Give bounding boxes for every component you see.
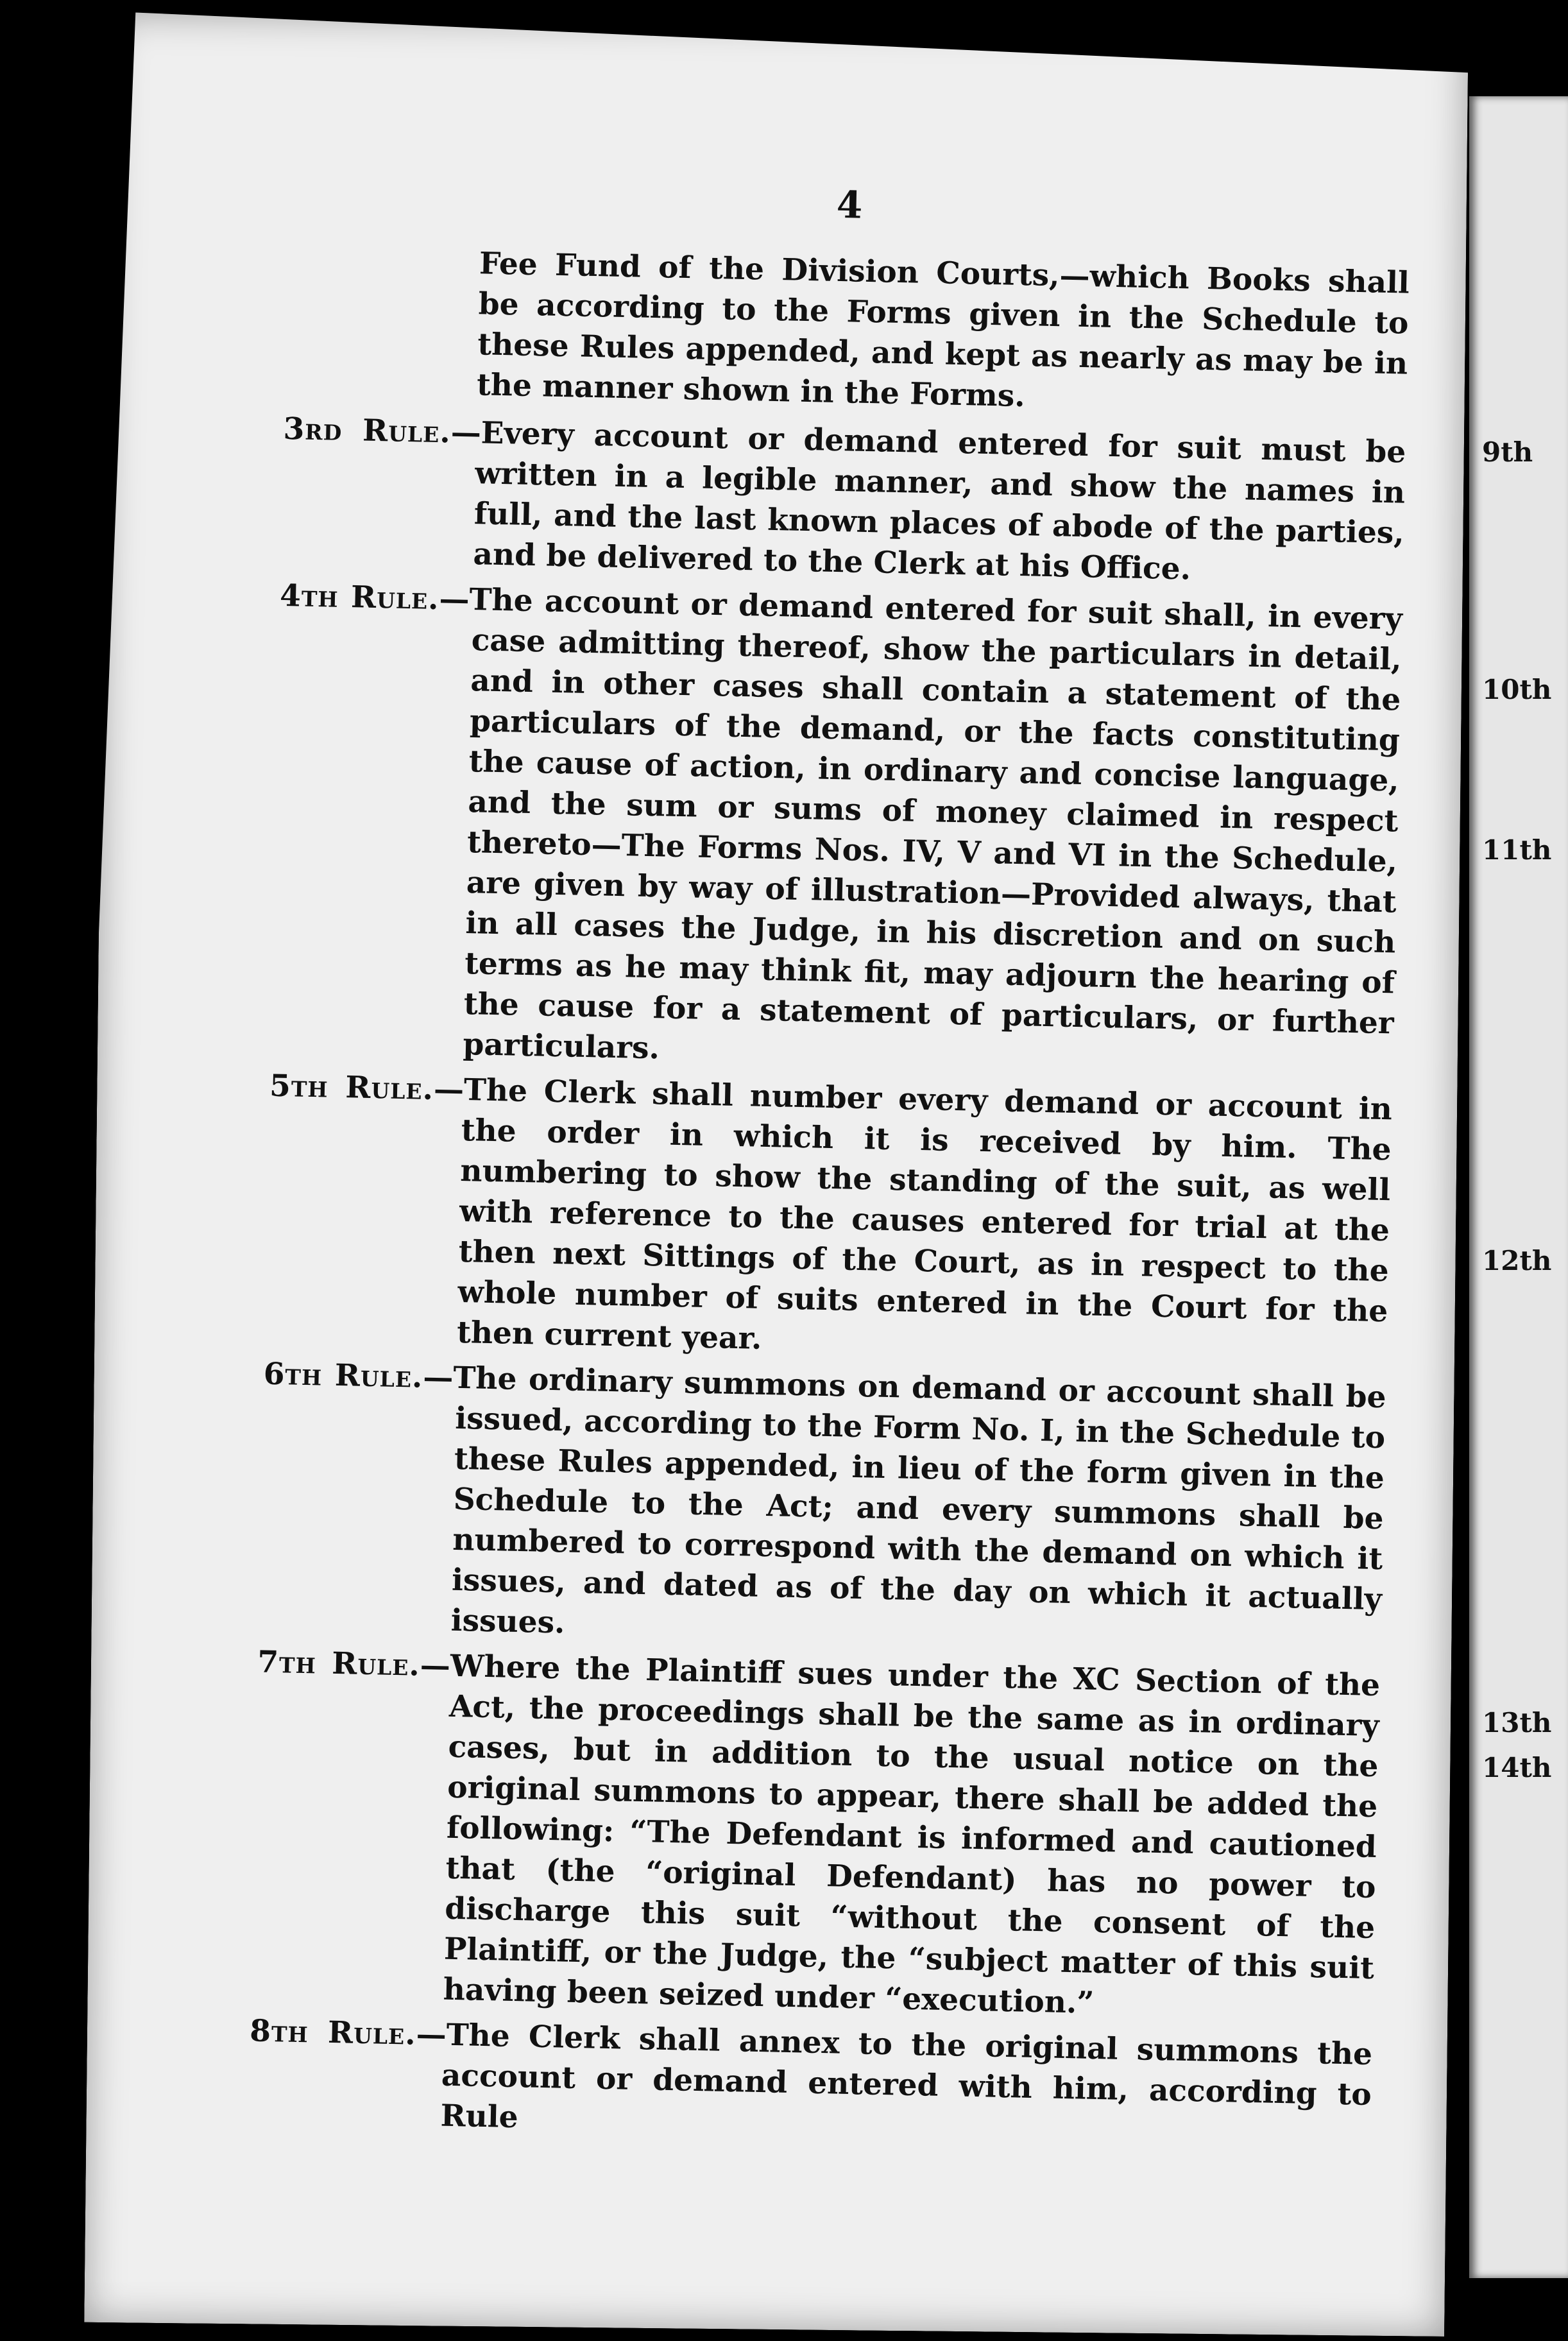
- rule-label: 8th Rule.: [249, 2013, 417, 2052]
- rule-4-paragraph: [270, 576, 1402, 1084]
- rule-label: 4th Rule.: [279, 578, 440, 617]
- adjacent-page-edge: [1469, 96, 1568, 2278]
- adjacent-rule-fragment: 10th: [1482, 674, 1552, 705]
- paragraph-continuation: [284, 239, 1410, 425]
- paragraph-text: —Where the Plaintiff sues under the XC Section of the Act, the proceedings shall be the same as in ordinary cases, but in addition to the usual notice on the original summons to appear, there shall be added the following: “The Defendant is informed and cautioned that (the “original Defendant) has no power to discharge this suit “without the consent of the Plaintiff, or the Judge, the “subject matter of this suit having been seized under “execution.”: [420, 1647, 1381, 2021]
- adjacent-rule-fragment: 11th: [1482, 834, 1552, 866]
- rule-5-paragraph: [264, 1066, 1393, 1373]
- page-number: 4: [836, 182, 864, 227]
- rule-7-paragraph: [250, 1642, 1380, 2029]
- paragraph-text: —The ordinary summons on demand or account shall be issued, according to the Form No. I, in the Schedule to these Rules appended, in lieu of the form given in the Schedule to the Act; and every summons shall be numbered to correspond with the demand on which it issues, and dated as of the day on which it actually issues.: [422, 1359, 1386, 1641]
- adjacent-rule-fragment: 12th: [1482, 1245, 1552, 1276]
- rule-label: 7th Rule.: [257, 1644, 421, 1683]
- paragraph-text: —The Clerk shall number every demand or account in the order in which it is received by him. The numbering to show the standing of the suit, as well with reference to the causes entered for trial at the then next Sittings of the Court, as in respect to the whole number of suits entered in the Court for the then current year.: [433, 1072, 1393, 1357]
- paragraph-text: —The account or demand entered for suit shall, in every case admitting thereof, show the particulars in detail, and in other cases shall contain a statement of the particulars of the demand, or the facts constituting the cause of action, in ordinary and concise language, and the sum or sums of money claimed in respect thereto—The Forms Nos. IV, V and VI in the Schedule, are given by way of illustration—Provided always, that in all cases the Judge, in his discretion and on such terms as he may think fit, may adjourn the hearing of the cause for a statement of particulars, or further particulars.: [439, 581, 1403, 1067]
- rule-6-paragraph: [258, 1354, 1386, 1661]
- rule-label: 3rd Rule.: [283, 411, 452, 450]
- page-text: [248, 173, 1411, 2161]
- rule-label: 5th Rule.: [269, 1068, 434, 1108]
- adjacent-rule-fragment: 13th: [1482, 1707, 1552, 1738]
- paragraph-text: Fee Fund of the Division Courts,—which Books shall be according to the Forms given in the Schedule to these Rules appended, and kept as nearly as may be in the manner shown in the Forms.: [476, 246, 1410, 415]
- paragraph-text: —Every account or demand entered for suit must be written in a legible manner, and show the names in full, and the last known places of abode of the parties, and be delivered to the Clerk at his Office.: [450, 415, 1406, 587]
- adjacent-rule-fragment: 14th: [1482, 1752, 1552, 1783]
- rule-3-paragraph: [280, 409, 1406, 594]
- rule-8-paragraph: [248, 2011, 1373, 2156]
- paragraph-text: —The Clerk shall annex to the original summons the account or demand entered with him, according to Rule: [416, 2016, 1373, 2136]
- rule-label: 6th Rule.: [263, 1356, 423, 1395]
- adjacent-rule-fragment: 9th: [1482, 436, 1533, 468]
